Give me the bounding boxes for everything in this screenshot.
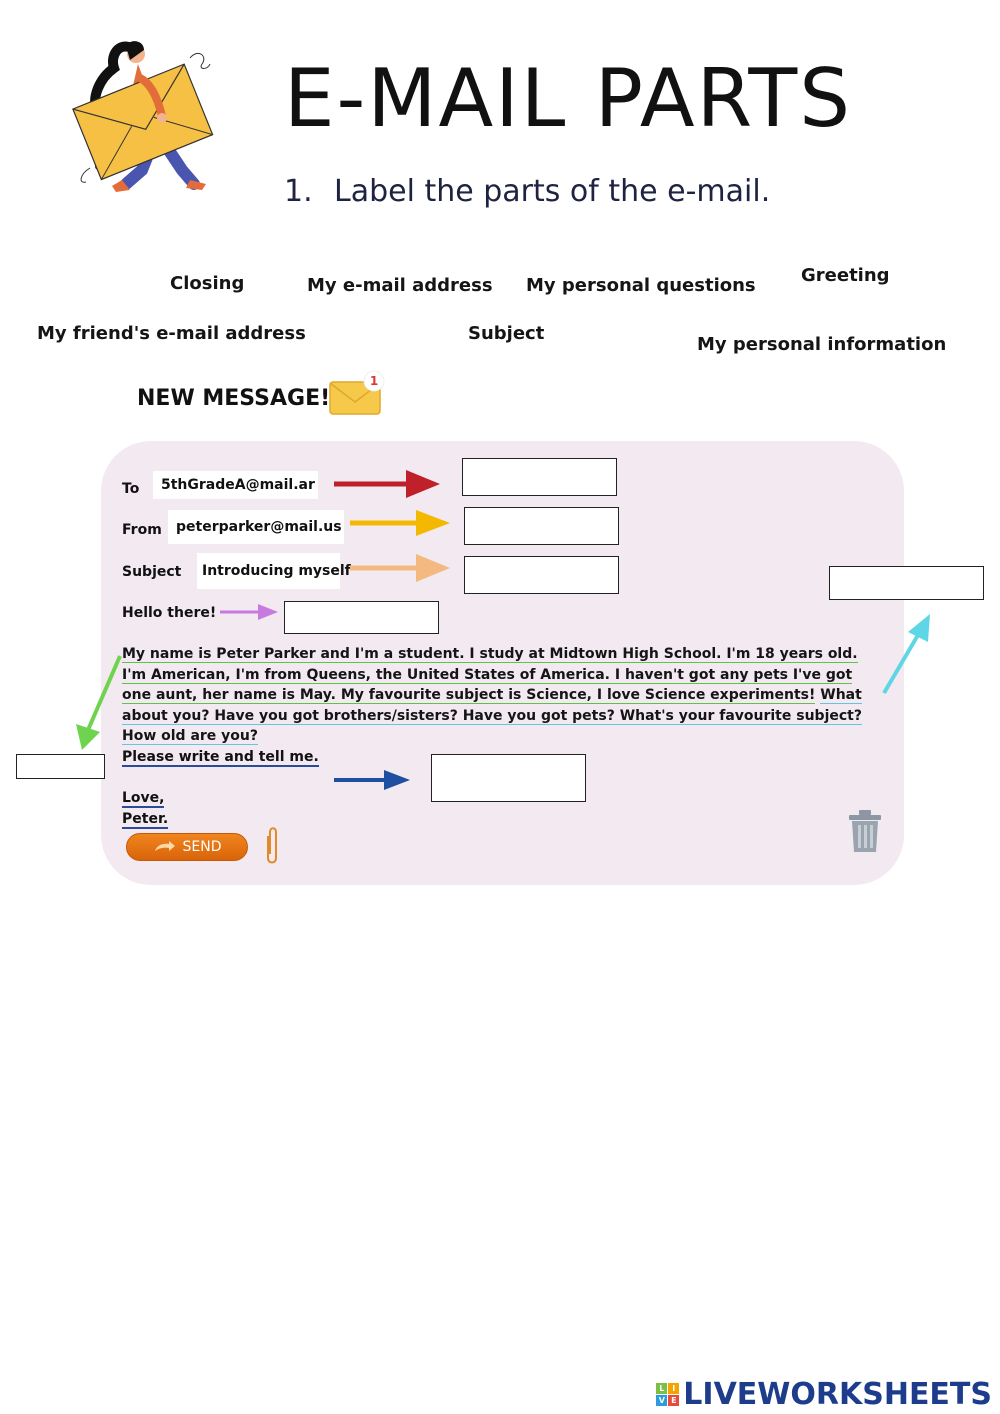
new-message-heading: NEW MESSAGE! — [137, 386, 331, 411]
instruction-text: Label the parts of the e-mail. — [334, 174, 771, 209]
word-closing[interactable]: Closing — [170, 273, 245, 294]
to-field: 5thGradeA@mail.ar — [153, 471, 318, 499]
send-button[interactable] — [126, 833, 248, 861]
subject-field: Introducing myself — [197, 553, 340, 589]
word-personal-questions[interactable]: My personal questions — [526, 275, 756, 296]
greeting-text: Hello there! — [122, 605, 217, 621]
subject-label: Subject — [122, 564, 182, 580]
arrow-info — [76, 656, 120, 750]
send-label: SEND — [182, 839, 222, 855]
word-subject[interactable]: Subject — [468, 323, 545, 344]
liveworksheets-logo — [656, 1377, 992, 1412]
notification-badge: 1 — [369, 374, 379, 388]
email-body — [122, 644, 882, 747]
word-my-email-address[interactable]: My e-mail address — [307, 275, 493, 296]
from-field: peterparker@mail.us — [168, 510, 344, 544]
arrow-greeting — [220, 604, 278, 620]
personal-information-text: My name is Peter Parker and I'm a student. I study at Midtown High School. I'm 18 years old. I'm American, I'm from Queens, the United States of America. I haven't got any pets I've got one aunt, her name is May. My favourite subject is Science, I love Science experiments! — [122, 646, 858, 703]
instruction-number: 1. — [284, 174, 313, 209]
to-label: To — [122, 481, 140, 497]
arrow-subject — [350, 554, 450, 582]
closing-line: Please write and tell me. — [122, 749, 319, 765]
word-personal-information[interactable]: My personal information — [697, 334, 947, 355]
personal-questions-text: What about you? Have you got brothers/sisters? Have you got pets? What's your favourite subject? How old are you? — [122, 687, 862, 744]
paperclip-icon[interactable] — [262, 826, 282, 868]
brand-name: LIVEWORKSHEETS — [683, 1377, 992, 1412]
arrow-questions — [884, 614, 930, 693]
send-arrow-icon — [153, 841, 175, 853]
arrow-from — [350, 510, 450, 536]
signature: Peter. — [122, 811, 169, 827]
word-greeting[interactable]: Greeting — [801, 265, 890, 286]
logo-tiles: L I V E — [656, 1383, 679, 1406]
word-friend-email-address[interactable]: My friend's e-mail address — [37, 323, 306, 344]
closing-love: Love, — [122, 790, 165, 806]
arrow-closing — [334, 770, 410, 790]
page-title: E-MAIL PARTS — [284, 52, 853, 145]
trash-icon[interactable] — [846, 808, 884, 854]
from-label: From — [122, 522, 162, 538]
arrow-to — [334, 470, 440, 498]
